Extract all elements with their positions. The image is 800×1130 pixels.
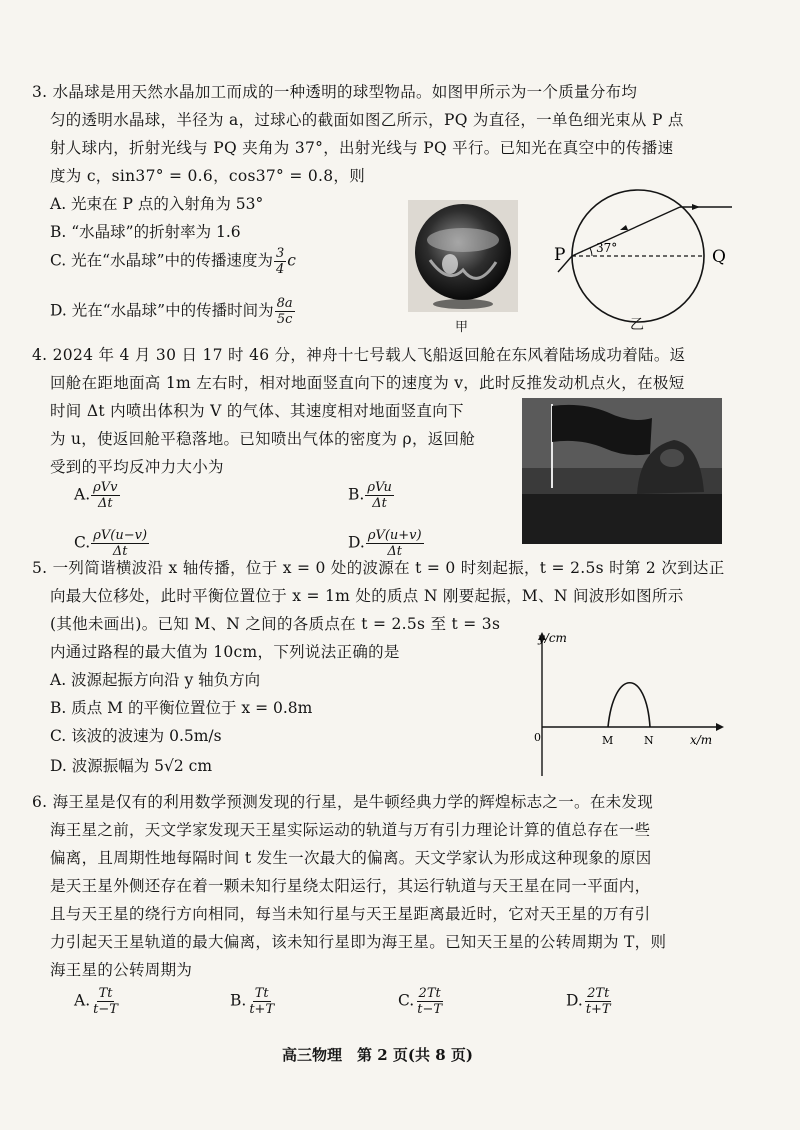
- wave-graph: [528, 628, 728, 780]
- q5-option-c[interactable]: C. 该波的波速为 0.5m/s: [50, 727, 222, 745]
- q6-option-b-den: t+T: [249, 1002, 275, 1017]
- q6-option-c-fraction: [415, 986, 444, 1017]
- q4-option-a-fraction: [91, 480, 119, 511]
- q3-option-c-unit: c: [287, 251, 296, 270]
- q3-option-c[interactable]: [50, 246, 296, 277]
- refraction-diagram: [540, 180, 740, 330]
- graph-label-n: N: [644, 734, 654, 747]
- q3-option-d-text: D. 光在“水晶球”中的传播时间为: [50, 301, 274, 320]
- q4-option-b-fraction: [365, 480, 394, 511]
- q6-line-4: 是天王星外侧还存在着一颗未知行星绕太阳运行，其运行轨道与天王星在同一平面内，: [50, 877, 651, 895]
- q6-option-a-num: Tt: [98, 986, 113, 1001]
- label-q: Q: [712, 247, 726, 267]
- graph-x-label: x/m: [690, 733, 713, 747]
- q3-option-d[interactable]: [50, 296, 296, 327]
- label-p: P: [554, 245, 566, 265]
- q4-option-d-num: ρV(u+v): [367, 528, 422, 543]
- q6-option-c-den: t−T: [417, 1002, 443, 1017]
- q4-option-d-den: Δt: [387, 544, 403, 559]
- q4-option-a[interactable]: [74, 480, 121, 511]
- q6-option-a[interactable]: [74, 986, 121, 1017]
- q4-option-b-label: B.: [348, 485, 365, 504]
- q4-option-d-fraction: [366, 528, 424, 559]
- q3-option-c-den: 4: [276, 262, 285, 277]
- q4-option-a-den: Δt: [98, 496, 113, 511]
- capsule-photo: [522, 398, 722, 544]
- q6-line-7: 海王星的公转周期为: [50, 961, 193, 979]
- figure-yi-label: 乙: [630, 317, 644, 333]
- q6-option-d-num: 2Tt: [587, 986, 610, 1001]
- q6-option-d-label: D.: [566, 991, 583, 1010]
- q5-option-b[interactable]: B. 质点 M 的平衡位置位于 x = 0.8m: [50, 699, 313, 717]
- page-footer: 高三物理 第 2 页(共 8 页): [282, 1046, 473, 1064]
- q6-option-b-fraction: [247, 986, 276, 1017]
- q5-option-a[interactable]: A. 波源起振方向沿 y 轴负方向: [50, 671, 261, 689]
- q4-line-3: 时间 Δt 内喷出体积为 V 的气体、其速度相对地面竖直向下: [50, 402, 464, 420]
- q3-option-c-num: 3: [276, 246, 285, 261]
- q4-option-a-num: ρVv: [93, 480, 118, 495]
- q4-option-c-label: C.: [74, 533, 91, 552]
- q4-line-4: 为 u，使返回舱平稳落地。已知喷出气体的密度为 ρ，返回舱: [50, 430, 476, 448]
- angle-arc: [590, 248, 592, 256]
- refracted-ray: [572, 207, 680, 256]
- q4-line-1: 4. 2024 年 4 月 30 日 17 时 46 分，神舟十七号载人飞船返回舱在东风着陆场成功着陆。返: [32, 346, 686, 364]
- q4-option-c-fraction: [91, 528, 149, 559]
- q6-line-1: 6. 海王星是仅有的利用数学预测发现的行星，是牛顿经典力学的辉煌标志之一。在未发现: [32, 793, 654, 811]
- q5-option-d[interactable]: D. 波源振幅为 5√2 cm: [50, 757, 213, 775]
- q4-option-b[interactable]: [348, 480, 395, 511]
- q4-option-c-den: Δt: [112, 544, 128, 559]
- ray-arrow-1: [620, 225, 628, 230]
- q6-option-d-fraction: [584, 986, 613, 1017]
- q5-line-4: 内通过路程的最大值为 10cm，下列说法正确的是: [50, 643, 400, 661]
- q6-option-b-num: Tt: [254, 986, 269, 1001]
- q6-option-c-num: 2Tt: [418, 986, 441, 1001]
- q6-line-6: 力引起天王星轨道的最大偏离，该未知行星即为海王星。已知天王星的公转周期为 T，则: [50, 933, 667, 951]
- q6-option-b[interactable]: [230, 986, 277, 1017]
- q6-option-d[interactable]: [566, 986, 614, 1017]
- q3-option-c-fraction: [274, 246, 286, 277]
- q3-option-a[interactable]: A. 光束在 P 点的入射角为 53°: [50, 195, 264, 213]
- q3-line-2: 匀的透明水晶球，半径为 a，过球心的截面如图乙所示，PQ 为直径，一单色细光束从 P 点: [50, 111, 684, 129]
- q5-line-1: 5. 一列简谐横波沿 x 轴传播，位于 x = 0 处的波源在 t = 0 时刻起振，t = 2.5s 时第 2 次到达正: [32, 559, 725, 577]
- q6-line-5: 且与天王星的绕行方向相同，每当未知行星与天王星距离最近时，它对天王星的万有引: [50, 905, 651, 923]
- q3-option-d-den: 5c: [276, 312, 293, 327]
- q4-option-a-label: A.: [74, 485, 91, 504]
- q6-option-d-den: t+T: [585, 1002, 611, 1017]
- crystal-ball-photo: [408, 200, 518, 312]
- q6-line-2: 海王星之前，天文学家发现天王星实际运动的轨道与万有引力理论计算的值总存在一些: [50, 821, 651, 839]
- q3-line-3: 射人球内，折射光线与 PQ 夹角为 37°，出射光线与 PQ 平行。已知光在真空中的传播速: [50, 139, 674, 157]
- q6-option-c-label: C.: [398, 991, 415, 1010]
- ray-arrow-2: [692, 204, 700, 210]
- q3-line-4: 度为 c，sin37° = 0.6，cos37° = 0.8，则: [50, 167, 365, 185]
- label-angle: 37°: [596, 241, 618, 255]
- graph-origin: 0: [534, 731, 541, 744]
- q4-option-b-num: ρVu: [367, 480, 392, 495]
- q4-option-c-num: ρV(u−v): [93, 528, 148, 543]
- q4-option-b-den: Δt: [372, 496, 387, 511]
- figure-jia-label: 甲: [455, 320, 469, 335]
- q3-line-1: 3. 水晶球是用天然水晶加工而成的一种透明的球型物品。如图甲所示为一个质量分布均: [32, 83, 638, 101]
- q5-line-3: (其他未画出)。已知 M、N 之间的各质点在 t = 2.5s 至 t = 3s: [50, 615, 501, 633]
- q6-line-3: 偏离，且周期性地每隔时间 t 发生一次最大的偏离。天文学家认为形成这种现象的原因: [50, 849, 652, 867]
- graph-y-label: y/cm: [538, 631, 567, 645]
- q4-line-5: 受到的平均反冲力大小为: [50, 458, 224, 476]
- graph-label-m: M: [602, 734, 614, 747]
- q6-option-b-label: B.: [230, 991, 247, 1010]
- q4-option-d-label: D.: [348, 533, 365, 552]
- q5-line-2: 向最大位移处，此时平衡位置位于 x = 1m 处的质点 N 刚要起振，M、N 间波形如图所示: [50, 587, 684, 605]
- q4-option-d[interactable]: [348, 528, 425, 559]
- q4-option-c[interactable]: [74, 528, 150, 559]
- q6-option-a-fraction: [91, 986, 120, 1017]
- wave-crest: [608, 683, 650, 727]
- q6-option-a-label: A.: [74, 991, 91, 1010]
- q6-option-a-den: t−T: [93, 1002, 118, 1017]
- x-axis-arrow: [716, 723, 724, 731]
- q6-option-c[interactable]: [398, 986, 445, 1017]
- q3-option-c-text: C. 光在“水晶球”中的传播速度为: [50, 251, 274, 270]
- q3-option-d-fraction: [275, 296, 295, 327]
- q3-option-d-num: 8a: [276, 296, 293, 311]
- q4-line-2: 回舱在距地面高 1m 左右时，相对地面竖直向下的速度为 v，此时反推发动机点火，在极短: [50, 374, 685, 392]
- q3-option-b[interactable]: B. “水晶球”的折射率为 1.6: [50, 223, 241, 241]
